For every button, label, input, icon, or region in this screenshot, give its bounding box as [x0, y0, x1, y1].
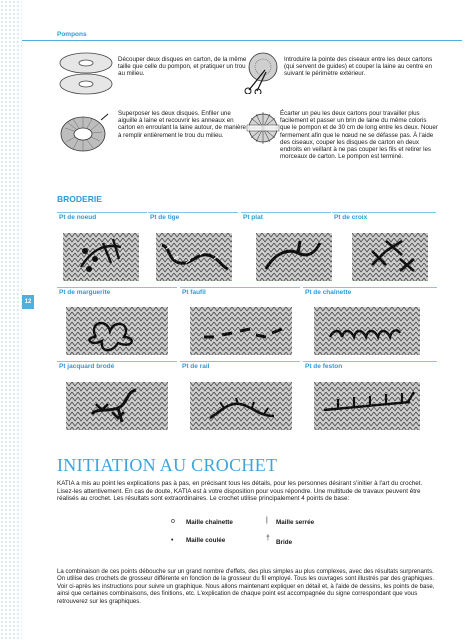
knit-fabric-texture	[63, 233, 139, 281]
broderie-heading: BRODERIE	[57, 194, 102, 204]
stitch-label-croix: Pt de croix	[332, 212, 436, 227]
chain-stitch-symbol: o	[171, 518, 175, 525]
decorative-dot-margin	[0, 0, 22, 640]
pompon-step-2: Introduire la pointe des ciseaux entre les deux cartons (qui servent de guides) et couper la laine au centre en suivant le périmètre extérieur.	[284, 56, 433, 78]
lazy-daisy-stitch-sample	[66, 307, 168, 355]
blanket-stitch-sample	[314, 382, 420, 430]
rail-stitch-sample	[190, 382, 292, 430]
cross-stitch-sample	[352, 233, 428, 281]
stitch-label-plat: Pt plat	[241, 212, 331, 227]
legend-maille-serree: Maille serrée	[276, 519, 315, 526]
wrapped-ring-illustration	[57, 110, 109, 158]
crochet-intro: KATIA a mis au point les explications pas à pas, en précisant tous les détails, pour les personnes désirant s'initier à l'art du crochet. Lisez-les attentivement. En cas de doute, KATIA est à votre disposition pour vous répondre. Une multitude de travaux peuvent être réalisés au crochet. Les résultats sont extraordinaires. Le crochet utilise principalement 4 points de base:	[57, 480, 423, 503]
knit-fabric-texture	[156, 233, 232, 281]
running-stitch-sample	[190, 307, 292, 355]
single-crochet-symbol: |	[266, 517, 268, 524]
slip-stitch-symbol: •	[171, 537, 174, 544]
stitch-label-jacquard: Pt jacquard brodé	[57, 361, 177, 376]
header-rule	[22, 40, 462, 41]
legend-maille-chainette: Maille chaînette	[186, 519, 233, 526]
knot-stitch-sample	[63, 233, 139, 281]
knit-fabric-texture	[314, 307, 420, 355]
stitch-label-rail: Pt de rail	[180, 361, 300, 376]
crochet-title: INITIATION AU CROCHET	[57, 455, 278, 475]
pompon-step-3: Superposer les deux disques. Enfiler une aiguille à laine et recouvrir les anneaux en carton en enroulant la laine autour, de manière à remplir entièrement le trou du milieu.	[118, 110, 246, 139]
crochet-outro: La combinaison de ces points débouche sur un grand nombre d'effets, des plus simples au plus complexes, avec des résultats surprenants. On utilise des crochets de grosseur différente en fonction de la grosseur du fil employé. Tous les ouvrages sont illustrés par des graphiques. Voir ci-après les instructions pour suivre un graphique. Nous allons maintenant expliquer en détail et, à l'aide de dessins, les points de base, ainsi que certaines combinaisons, des finitions, etc. L'explication de chaque point est accompagnée du signe correspondant que vous retrouverez sur les graphiques.	[57, 568, 435, 605]
pompon-step-4: Écarter un peu les deux cartons pour travailler plus facilement et passer un brin de laine du même coloris que le pompon et de 30 cm de long entre les deux. Nouer fermement afin que le nœud ne se défasse pas. À l'aide des ciseaux, couper les disques de carton en deux endroits en veillant à ne pas couper les fils et retirer les morceaux de carton. Le pompon est terminé.	[280, 110, 438, 161]
stitch-label-chainette: Pt de chaînette	[303, 287, 437, 302]
knit-fabric-texture	[190, 382, 292, 430]
knit-fabric-texture	[256, 233, 332, 281]
stitch-label-tige: Pt de tige	[148, 212, 238, 227]
pompons-heading: Pompons	[57, 31, 87, 38]
stem-stitch-sample	[156, 233, 232, 281]
stitch-label-feston: Pt de feston	[303, 361, 437, 376]
knit-fabric-texture	[66, 307, 168, 355]
double-crochet-symbol: †	[266, 535, 270, 542]
legend-bride: Bride	[276, 539, 293, 546]
stitch-label-noeud: Pt de noeud	[57, 212, 147, 227]
legend-maille-coulee: Maille coulée	[186, 537, 226, 544]
stitch-label-marguerite: Pt de marguerite	[57, 287, 177, 302]
tying-pompon-illustration	[243, 108, 283, 150]
page-number-tab: 12	[22, 295, 34, 309]
stitch-label-faufil: Pt faufil	[180, 287, 300, 302]
knit-fabric-texture	[352, 233, 428, 281]
pompon-step-1: Découper deux disques en carton, de la même taille que celle du pompon, et pratiquer un trou au milieu.	[118, 56, 247, 78]
duplicate-stitch-sample	[66, 382, 168, 430]
knit-fabric-texture	[66, 382, 168, 430]
chain-stitch-sample	[314, 307, 420, 355]
scissors-cutting-illustration	[243, 50, 283, 94]
satin-stitch-sample	[256, 233, 332, 281]
cardboard-discs-illustration	[57, 50, 115, 96]
